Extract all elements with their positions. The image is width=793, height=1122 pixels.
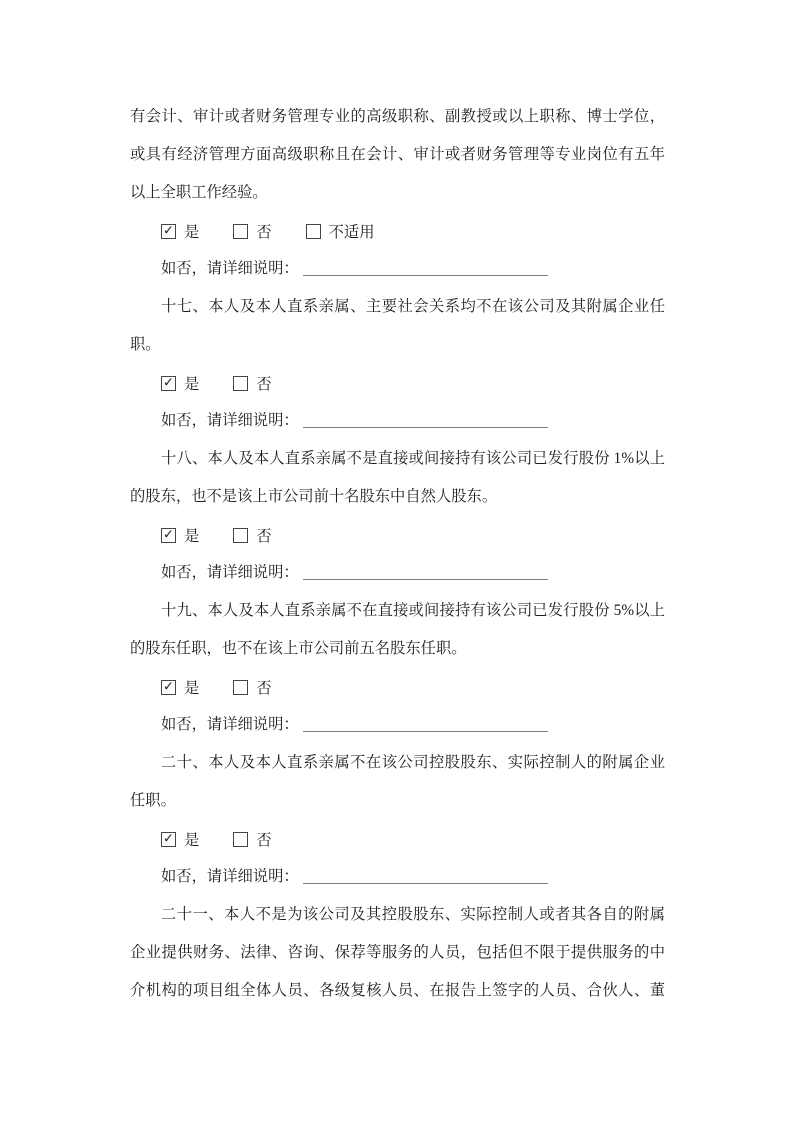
followup-row — [130, 402, 665, 440]
followup-row — [130, 250, 665, 288]
paragraph-line: 职。 — [130, 336, 161, 353]
paragraph-line: 十七、本人及本人直系亲属、主要社会关系均不在该公司及其附属企业任 — [161, 298, 665, 315]
followup-prompt: 如否，请详细说明： — [161, 716, 299, 733]
followup-prompt: 如否，请详细说明： — [161, 260, 299, 277]
option-label: 否 — [256, 832, 272, 849]
option-no[interactable] — [233, 220, 271, 242]
option-yes[interactable] — [161, 676, 199, 698]
paragraph-line: 企业提供财务、法律、咨询、保荐等服务的人员，包括但不限于提供服务的中 — [130, 944, 665, 961]
option-label: 否 — [256, 528, 272, 545]
explanation-blank-input[interactable] — [303, 866, 548, 884]
yes-checkbox[interactable] — [161, 680, 176, 695]
followup-prompt: 如否，请详细说明： — [161, 412, 299, 429]
form-section — [130, 440, 665, 592]
followup-prompt: 如否，请详细说明： — [161, 564, 299, 581]
paragraph-line: 或具有经济管理方面高级职称且在会计、审计或者财务管理等专业岗位有五年 — [130, 146, 665, 163]
yes-checkbox[interactable] — [161, 528, 176, 543]
explanation-blank-input[interactable] — [303, 410, 548, 428]
option-label: 不适用 — [328, 224, 375, 241]
option-no[interactable] — [233, 828, 271, 850]
followup-row — [130, 554, 665, 592]
followup-row — [130, 858, 665, 896]
paragraph-line: 介机构的项目组全体人员、各级复核人员、在报告上签字的人员、合伙人、董 — [130, 982, 665, 999]
option-label: 否 — [256, 376, 272, 393]
answer-options-row — [130, 212, 665, 250]
check-mark-icon: ✓ — [163, 527, 174, 542]
form-section — [130, 896, 665, 1010]
option-yes[interactable] — [161, 372, 199, 394]
no-checkbox[interactable] — [233, 680, 248, 695]
followup-row — [130, 706, 665, 744]
answer-options-row — [130, 820, 665, 858]
no-checkbox[interactable] — [233, 376, 248, 391]
form-section — [130, 288, 665, 440]
followup-prompt: 如否，请详细说明： — [161, 868, 299, 885]
option-label: 是 — [184, 528, 200, 545]
answer-options-row — [130, 364, 665, 402]
answer-options-row — [130, 668, 665, 706]
yes-checkbox[interactable] — [161, 224, 176, 239]
option-label: 是 — [184, 832, 200, 849]
option-no[interactable] — [233, 676, 271, 698]
option-label: 是 — [184, 376, 200, 393]
form-section — [130, 98, 665, 288]
paragraph-line: 以上全职工作经验。 — [130, 184, 268, 201]
answer-options-row — [130, 516, 665, 554]
option-label: 否 — [256, 680, 272, 697]
yes-checkbox[interactable] — [161, 376, 176, 391]
option-label: 是 — [184, 680, 200, 697]
check-mark-icon: ✓ — [163, 375, 174, 390]
option-label: 是 — [184, 224, 200, 241]
check-mark-icon: ✓ — [163, 223, 174, 238]
explanation-blank-input[interactable] — [303, 562, 548, 580]
option-label: 否 — [256, 224, 272, 241]
option-no[interactable] — [233, 524, 271, 546]
form-section — [130, 592, 665, 744]
paragraph-line: 任职。 — [130, 792, 176, 809]
na-checkbox[interactable] — [306, 224, 321, 239]
no-checkbox[interactable] — [233, 224, 248, 239]
option-yes[interactable] — [161, 524, 199, 546]
yes-checkbox[interactable] — [161, 832, 176, 847]
check-mark-icon: ✓ — [163, 679, 174, 694]
option-not-applicable[interactable] — [306, 220, 375, 242]
paragraph-line: 十八、本人及本人直系亲属不是直接或间接持有该公司已发行股份 1%以上 — [161, 450, 665, 467]
paragraph-line: 十九、本人及本人直系亲属不在直接或间接持有该公司已发行股份 5%以上 — [161, 602, 665, 619]
paragraph-line: 二十一、本人不是为该公司及其控股股东、实际控制人或者其各自的附属 — [161, 906, 665, 923]
form-section — [130, 744, 665, 896]
no-checkbox[interactable] — [233, 528, 248, 543]
explanation-blank-input[interactable] — [303, 258, 548, 276]
check-mark-icon: ✓ — [163, 831, 174, 846]
paragraph-line: 二十、本人及本人直系亲属不在该公司控股股东、实际控制人的附属企业 — [161, 754, 665, 771]
option-yes[interactable] — [161, 828, 199, 850]
explanation-blank-input[interactable] — [303, 714, 548, 732]
paragraph-line: 有会计、审计或者财务管理专业的高级职称、副教授或以上职称、博士学位， — [130, 108, 665, 125]
option-no[interactable] — [233, 372, 271, 394]
no-checkbox[interactable] — [233, 832, 248, 847]
option-yes[interactable] — [161, 220, 199, 242]
paragraph-line: 的股东，也不是该上市公司前十名股东中自然人股东。 — [130, 488, 498, 505]
paragraph-line: 的股东任职，也不在该上市公司前五名股东任职。 — [130, 640, 467, 657]
